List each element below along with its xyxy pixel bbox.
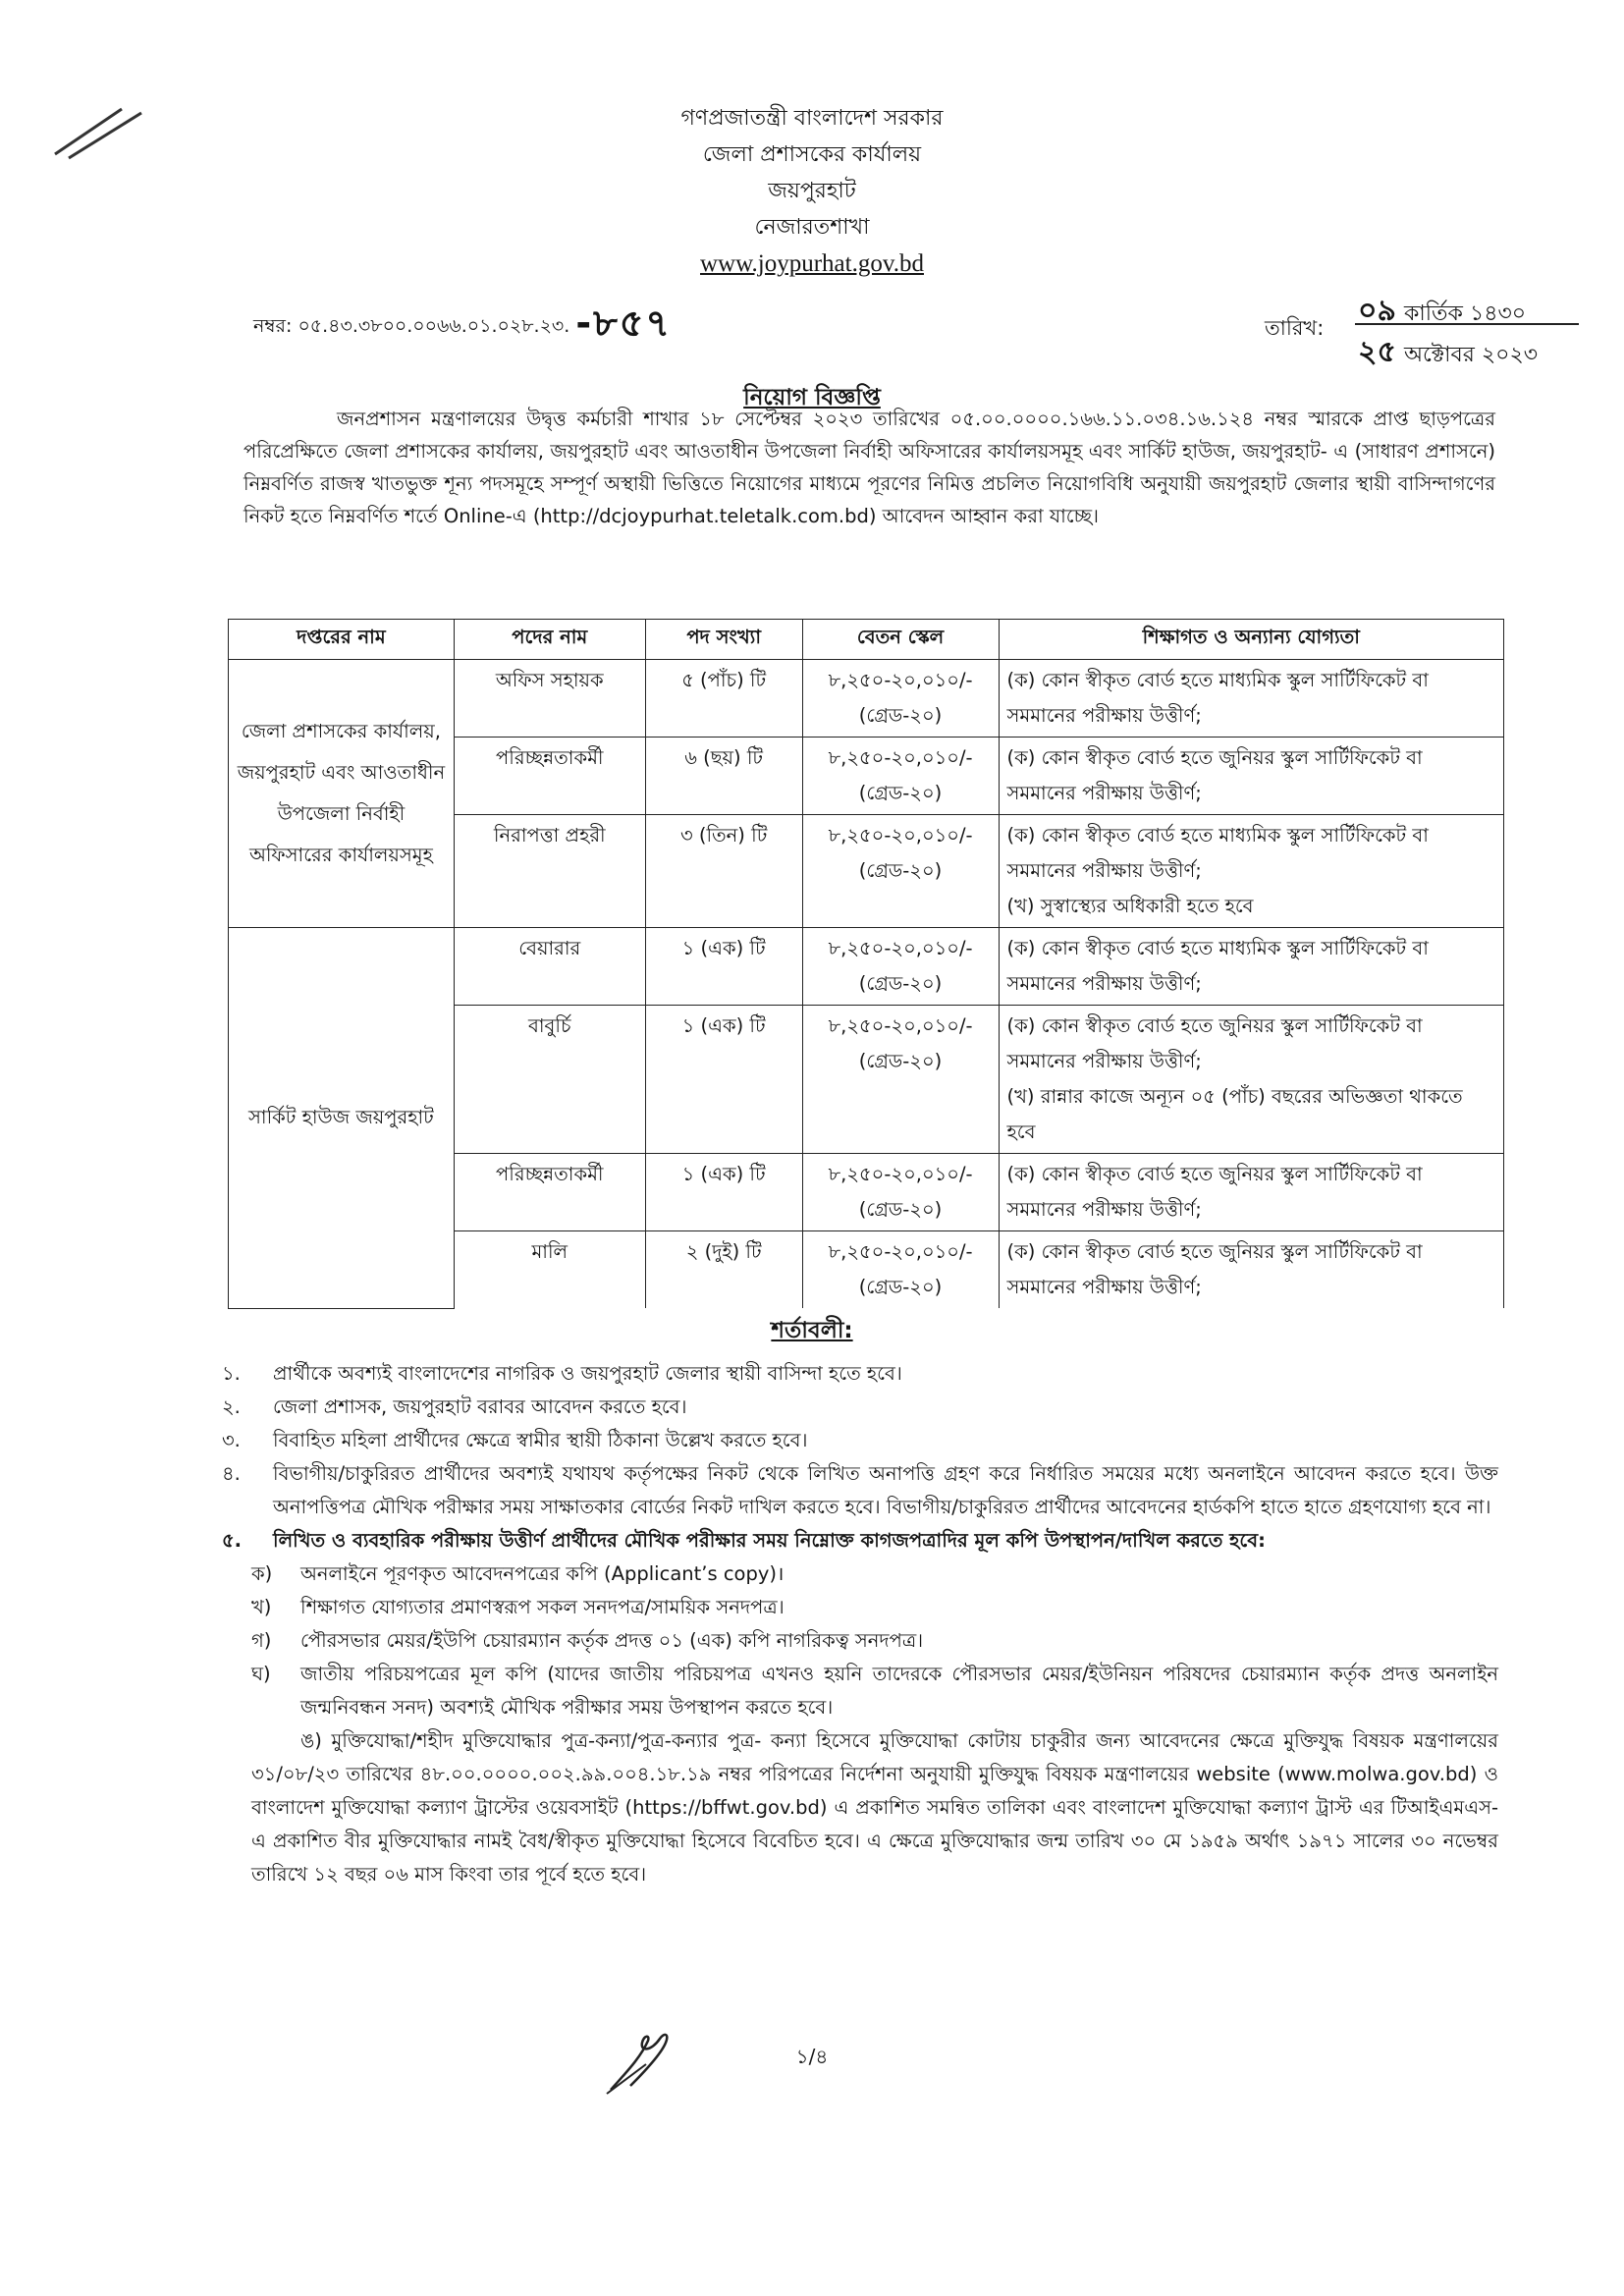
memo-number [253, 295, 672, 357]
header-count: পদ সংখ্যা [645, 620, 802, 660]
letterhead-section: নেজারতশাখা [754, 215, 870, 240]
header-qualifications: শিক্ষাগত ও অন্যান্য যোগ্যতা [999, 620, 1503, 660]
sub-condition-number: খ) [251, 1596, 272, 1618]
page-number: ১/৪ [795, 2045, 829, 2068]
pay-scale-cell: ৮,২৫০-২০,০১০/- (গ্রেড-২০) [802, 815, 999, 928]
condition-number: ৩. [222, 1429, 241, 1451]
sub-condition-item [251, 1558, 1498, 1591]
pay-scale-cell: ৮,২৫০-২০,০১০/- (গ্রেড-২০) [802, 738, 999, 815]
english-date [1358, 328, 1538, 378]
intro-paragraph: জনপ্রশাসন মন্ত্রণালয়ের উদ্বৃত্ত কর্মচারী শাখার ১৮ সেপ্টেম্বর ২০২৩ তারিখের ০৫.০০.০০০০.১৬৬.১১.০৩৪.১৬.১২৪ নম্বর স্মারকে প্রাপ্ত ছাড়পত্রের পরিপ্রেক্ষিতে জেলা প্রশাসকের কার্যালয়, জয়পুরহাট এবং আওতাধীন উপজেলা নির্বাহী অফিসারের কার্যালয়সমূহ এবং সার্কিট হাউজ, জয়পুরহাট- এ (সাধারণ প্রশাসনে) নিম্নবর্ণিত রাজস্ব খাতভুক্ত শূন্য পদসমূহে সম্পূর্ণ অস্থায়ী ভিত্তিতে নিয়োগের মাধ্যমে পূরণের নিমিত্ত প্রচলিত নিয়োগবিধি অনুযায়ী জয়পুরহাট জেলার স্থায়ী বাসিন্দাগণের নিকট হতে নিম্নবর্ণিত শর্তে Online-এ (http://dcjoypurhat.teletalk.com.bd) আবেদন আহ্বান করা যাচ্ছে। [244, 408, 1495, 527]
pay-scale-cell: ৮,২৫০-২০,০১০/- (গ্রেড-২০) [802, 1154, 999, 1231]
memo-handwritten-number: -৮৫৭ [575, 301, 673, 345]
conditions-title-text: শর্তাবলী: [771, 1318, 853, 1343]
sub-condition-text: পৌরসভার মেয়র/ইউপি চেয়ারম্যান কর্তৃক প্রদত্ত ০১ (এক) কপি নাগরিকত্ব সনদপত্র। [300, 1629, 924, 1652]
bangla-date-month-year: কার্তিক ১৪৩০ [1403, 301, 1527, 326]
sub-condition-text: জাতীয় পরিচয়পত্রের মূল কপি (যাদের জাতীয় পরিচয়পত্র এখনও হয়নি তাদেরকে পৌরসভার মেয়র/ইউনিয়ন পরিষদের চেয়ারম্যান কর্তৃক প্রদত্ত অনলাইন জন্মনিবন্ধন সনদ) অবশ্যই মৌখিক পরীক্ষার সময় উপস্থাপন করতে হবে। [300, 1663, 1498, 1719]
post-name-cell: বেয়ারার [454, 928, 645, 1006]
vacancy-table [228, 619, 1504, 1309]
date-block [1265, 287, 1589, 367]
qualification-cell [999, 1154, 1503, 1231]
conditions-title [0, 1312, 1624, 1350]
letterhead [0, 100, 1624, 282]
post-count-cell: ১ (এক) টি [645, 1006, 802, 1154]
qualification-cell [999, 738, 1503, 815]
table-row [229, 928, 1504, 1006]
memo-label: নম্বর: [253, 315, 293, 337]
condition-text: বিবাহিত মহিলা প্রার্থীদের ক্ষেত্রে স্বামীর স্থায়ী ঠিকানা উল্লেখ করতে হবে। [273, 1429, 808, 1451]
qualification-item: (ক) কোন স্বীকৃত বোর্ড হতে মাধ্যমিক স্কুল সার্টিফিকেট বা সমমানের পরীক্ষায় উত্তীর্ণ; [1006, 669, 1429, 727]
qualification-item: (ক) কোন স্বীকৃত বোর্ড হতে জুনিয়র স্কুল সার্টিফিকেট বা সমমানের পরীক্ষায় উত্তীর্ণ; [1006, 746, 1423, 804]
post-name-cell: অফিস সহায়ক [454, 660, 645, 738]
letterhead-office: জেলা প্রশাসকের কার্যালয় [702, 142, 922, 167]
qualification-item: (খ) রান্নার কাজে অন্যূন ০৫ (পাঁচ) বছরের অভিজ্ঞতা থাকতে হবে [1006, 1085, 1463, 1143]
qualification-item: (ক) কোন স্বীকৃত বোর্ড হতে মাধ্যমিক স্কুল সার্টিফিকেট বা সমমানের পরীক্ষায় উত্তীর্ণ; [1006, 824, 1429, 882]
freedom-fighter-paragraph: ঙ) মুক্তিযোদ্ধা/শহীদ মুক্তিযোদ্ধার পুত্র-কন্যা/পুত্র-কন্যার পুত্র- কন্যা হিসেবে মুক্তিযোদ্ধা কোটায় চাকুরীর জন্য আবেদনের ক্ষেত্রে মুক্তিযুদ্ধ বিষয়ক মন্ত্রণালয়ের ৩১/০৮/২৩ তারিখের ৪৮.০০.০০০০.০০২.৯৯.০০৪.১৮.১৯ নম্বর পরিপত্রের নির্দেশনা অনুযায়ী মুক্তিযুদ্ধ বিষয়ক মন্ত্রণালয়ের website (www.molwa.gov.bd) ও বাংলাদেশ মুক্তিযোদ্ধা কল্যাণ ট্রাস্টের ওয়েবসাইট (https://bffwt.gov.bd) এ প্রকাশিত সমন্বিত তালিকা এবং বাংলাদেশ মুক্তিযোদ্ধা কল্যাণ ট্রাস্ট এর টিআইএমএস-এ প্রকাশিত বীর মুক্তিযোদ্ধার নামই বৈধ/স্বীকৃত মুক্তিযোদ্ধা হিসেবে বিবেচিত হবে। এ ক্ষেত্রে মুক্তিযোদ্ধার জন্ম তারিখ ৩০ মে ১৯৫৯ অর্থাৎ ১৯৭১ সালের ৩০ নভেম্বর তারিখে ১২ বছর ০৬ মাস কিংবা তার পূর্বে হতে হবে। [251, 1729, 1498, 1886]
condition-item [222, 1524, 1498, 1558]
date-label: তারিখ: [1265, 316, 1325, 340]
header-post: পদের নাম [454, 620, 645, 660]
letterhead-website: www.joypurhat.gov.bd [700, 250, 924, 277]
pay-scale-cell: ৮,২৫০-২০,০১০/- (গ্রেড-২০) [802, 660, 999, 738]
post-name-cell: মালি [454, 1231, 645, 1309]
condition-item [222, 1457, 1498, 1524]
table-row [229, 660, 1504, 738]
post-count-cell: ৩ (তিন) টি [645, 815, 802, 928]
notice-title-text: নিয়োগ বিজ্ঞপ্তি [743, 385, 881, 410]
bangla-date-day: ০৯ [1358, 294, 1396, 328]
office-name-cell: সার্কিট হাউজ জয়পুরহাট [229, 928, 455, 1309]
condition-item [222, 1357, 1498, 1391]
english-date-day: ২৫ [1358, 335, 1396, 369]
qualification-item: (ক) কোন স্বীকৃত বোর্ড হতে মাধ্যমিক স্কুল সার্টিফিকেট বা সমমানের পরীক্ষায় উত্তীর্ণ; [1006, 937, 1429, 995]
condition-number: ১. [222, 1362, 241, 1385]
post-count-cell: ৬ (ছয়) টি [645, 738, 802, 815]
qualification-item: (খ) সুস্বাস্থ্যের অধিকারী হতে হবে [1006, 895, 1254, 917]
sub-condition-number: গ) [251, 1629, 272, 1652]
sub-condition-number: ঘ) [251, 1663, 271, 1685]
qualification-item: (ক) কোন স্বীকৃত বোর্ড হতে জুনিয়র স্কুল সার্টিফিকেট বা সমমানের পরীক্ষায় উত্তীর্ণ; [1006, 1240, 1423, 1298]
office-name-cell: জেলা প্রশাসকের কার্যালয়, জয়পুরহাট এবং আওতাধীন উপজেলা নির্বাহী অফিসারের কার্যালয়সমূহ [229, 660, 455, 928]
post-name-cell: পরিচ্ছন্নতাকর্মী [454, 1154, 645, 1231]
header-scale: বেতন স্কেল [802, 620, 999, 660]
condition-number: ৫. [222, 1529, 243, 1552]
post-name-cell: নিরাপত্তা প্রহরী [454, 815, 645, 928]
sub-condition-text: শিক্ষাগত যোগ্যতার প্রমাণস্বরূপ সকল সনদপত্র/সাময়িক সনদপত্র। [300, 1596, 785, 1618]
qualification-cell [999, 815, 1503, 928]
english-date-month-year: অক্টোবর ২০২৩ [1403, 343, 1539, 367]
qualification-cell [999, 1231, 1503, 1309]
header-office: দপ্তরের নাম [229, 620, 455, 660]
pay-scale-cell: ৮,২৫০-২০,০১০/- (গ্রেড-২০) [802, 1231, 999, 1309]
qualification-item: (ক) কোন স্বীকৃত বোর্ড হতে জুনিয়র স্কুল সার্টিফিকেট বা সমমানের পরীক্ষায় উত্তীর্ণ; [1006, 1014, 1423, 1072]
post-name-cell: পরিচ্ছন্নতাকর্মী [454, 738, 645, 815]
condition-item [222, 1391, 1498, 1424]
post-count-cell: ৫ (পাঁচ) টি [645, 660, 802, 738]
letterhead-district: জয়পুরহাট [768, 179, 856, 203]
date-divider [1355, 323, 1579, 325]
sub-condition-item [251, 1624, 1498, 1658]
sub-condition-text: অনলাইনে পূরণকৃত আবেদনপত্রের কপি (Applicant’s copy)। [300, 1562, 785, 1585]
conditions-list [222, 1357, 1498, 1891]
post-name-cell: বাবুর্চি [454, 1006, 645, 1154]
letterhead-government: গণপ্রজাতন্ত্রী বাংলাদেশ সরকার [680, 106, 944, 131]
condition-number: ৪. [222, 1462, 241, 1485]
post-count-cell: ২ (দুই) টি [645, 1231, 802, 1309]
post-count-cell: ১ (এক) টি [645, 928, 802, 1006]
table-header-row [229, 620, 1504, 660]
qualification-cell [999, 660, 1503, 738]
qualification-item: (ক) কোন স্বীকৃত বোর্ড হতে জুনিয়র স্কুল সার্টিফিকেট বা সমমানের পরীক্ষায় উত্তীর্ণ; [1006, 1163, 1423, 1221]
condition-text: লিখিত ও ব্যবহারিক পরীক্ষায় উত্তীর্ণ প্রার্থীদের মৌখিক পরীক্ষার সময় নিম্নোক্ত কাগজপত্রাদির মূল কপি উপস্থাপন/দাখিল করতে হবে: [273, 1529, 1266, 1552]
condition-text: জেলা প্রশাসক, জয়পুরহাট বরাবর আবেদন করতে হবে। [273, 1395, 687, 1418]
sub-condition-item [251, 1658, 1498, 1724]
post-count-cell: ১ (এক) টি [645, 1154, 802, 1231]
condition-item [222, 1424, 1498, 1457]
qualification-cell [999, 1006, 1503, 1154]
pay-scale-cell: ৮,২৫০-২০,০১০/- (গ্রেড-২০) [802, 928, 999, 1006]
pay-scale-cell: ৮,২৫০-২০,০১০/- (গ্রেড-২০) [802, 1006, 999, 1154]
condition-text: প্রার্থীকে অবশ্যই বাংলাদেশের নাগরিক ও জয়পুরহাট জেলার স্থায়ী বাসিন্দা হতে হবে। [273, 1362, 902, 1385]
sub-condition-number: ক) [251, 1562, 273, 1585]
condition-text: বিভাগীয়/চাকুরিরত প্রার্থীদের অবশ্যই যথাযথ কর্তৃপক্ষের নিকট থেকে লিখিত অনাপত্তি গ্রহণ করে নির্ধারিত সময়ের মধ্যে অনলাইনে আবেদন করতে হবে। উক্ত অনাপত্তিপত্র মৌখিক পরীক্ষার সময় সাক্ষাতকার বোর্ডের নিকট দাখিল করতে হবে। বিভাগীয়/চাকুরিরত প্রার্থীদের আবেদনের হার্ডকপি হাতে হাতে গ্রহণযোগ্য হবে না। [273, 1462, 1498, 1518]
sub-condition-item [251, 1591, 1498, 1624]
condition-number: ২. [222, 1395, 241, 1418]
memo-number-value: ০৫.৪৩.৩৮০০.০০৬৬.০১.০২৮.২৩. [298, 315, 570, 337]
qualification-cell [999, 928, 1503, 1006]
